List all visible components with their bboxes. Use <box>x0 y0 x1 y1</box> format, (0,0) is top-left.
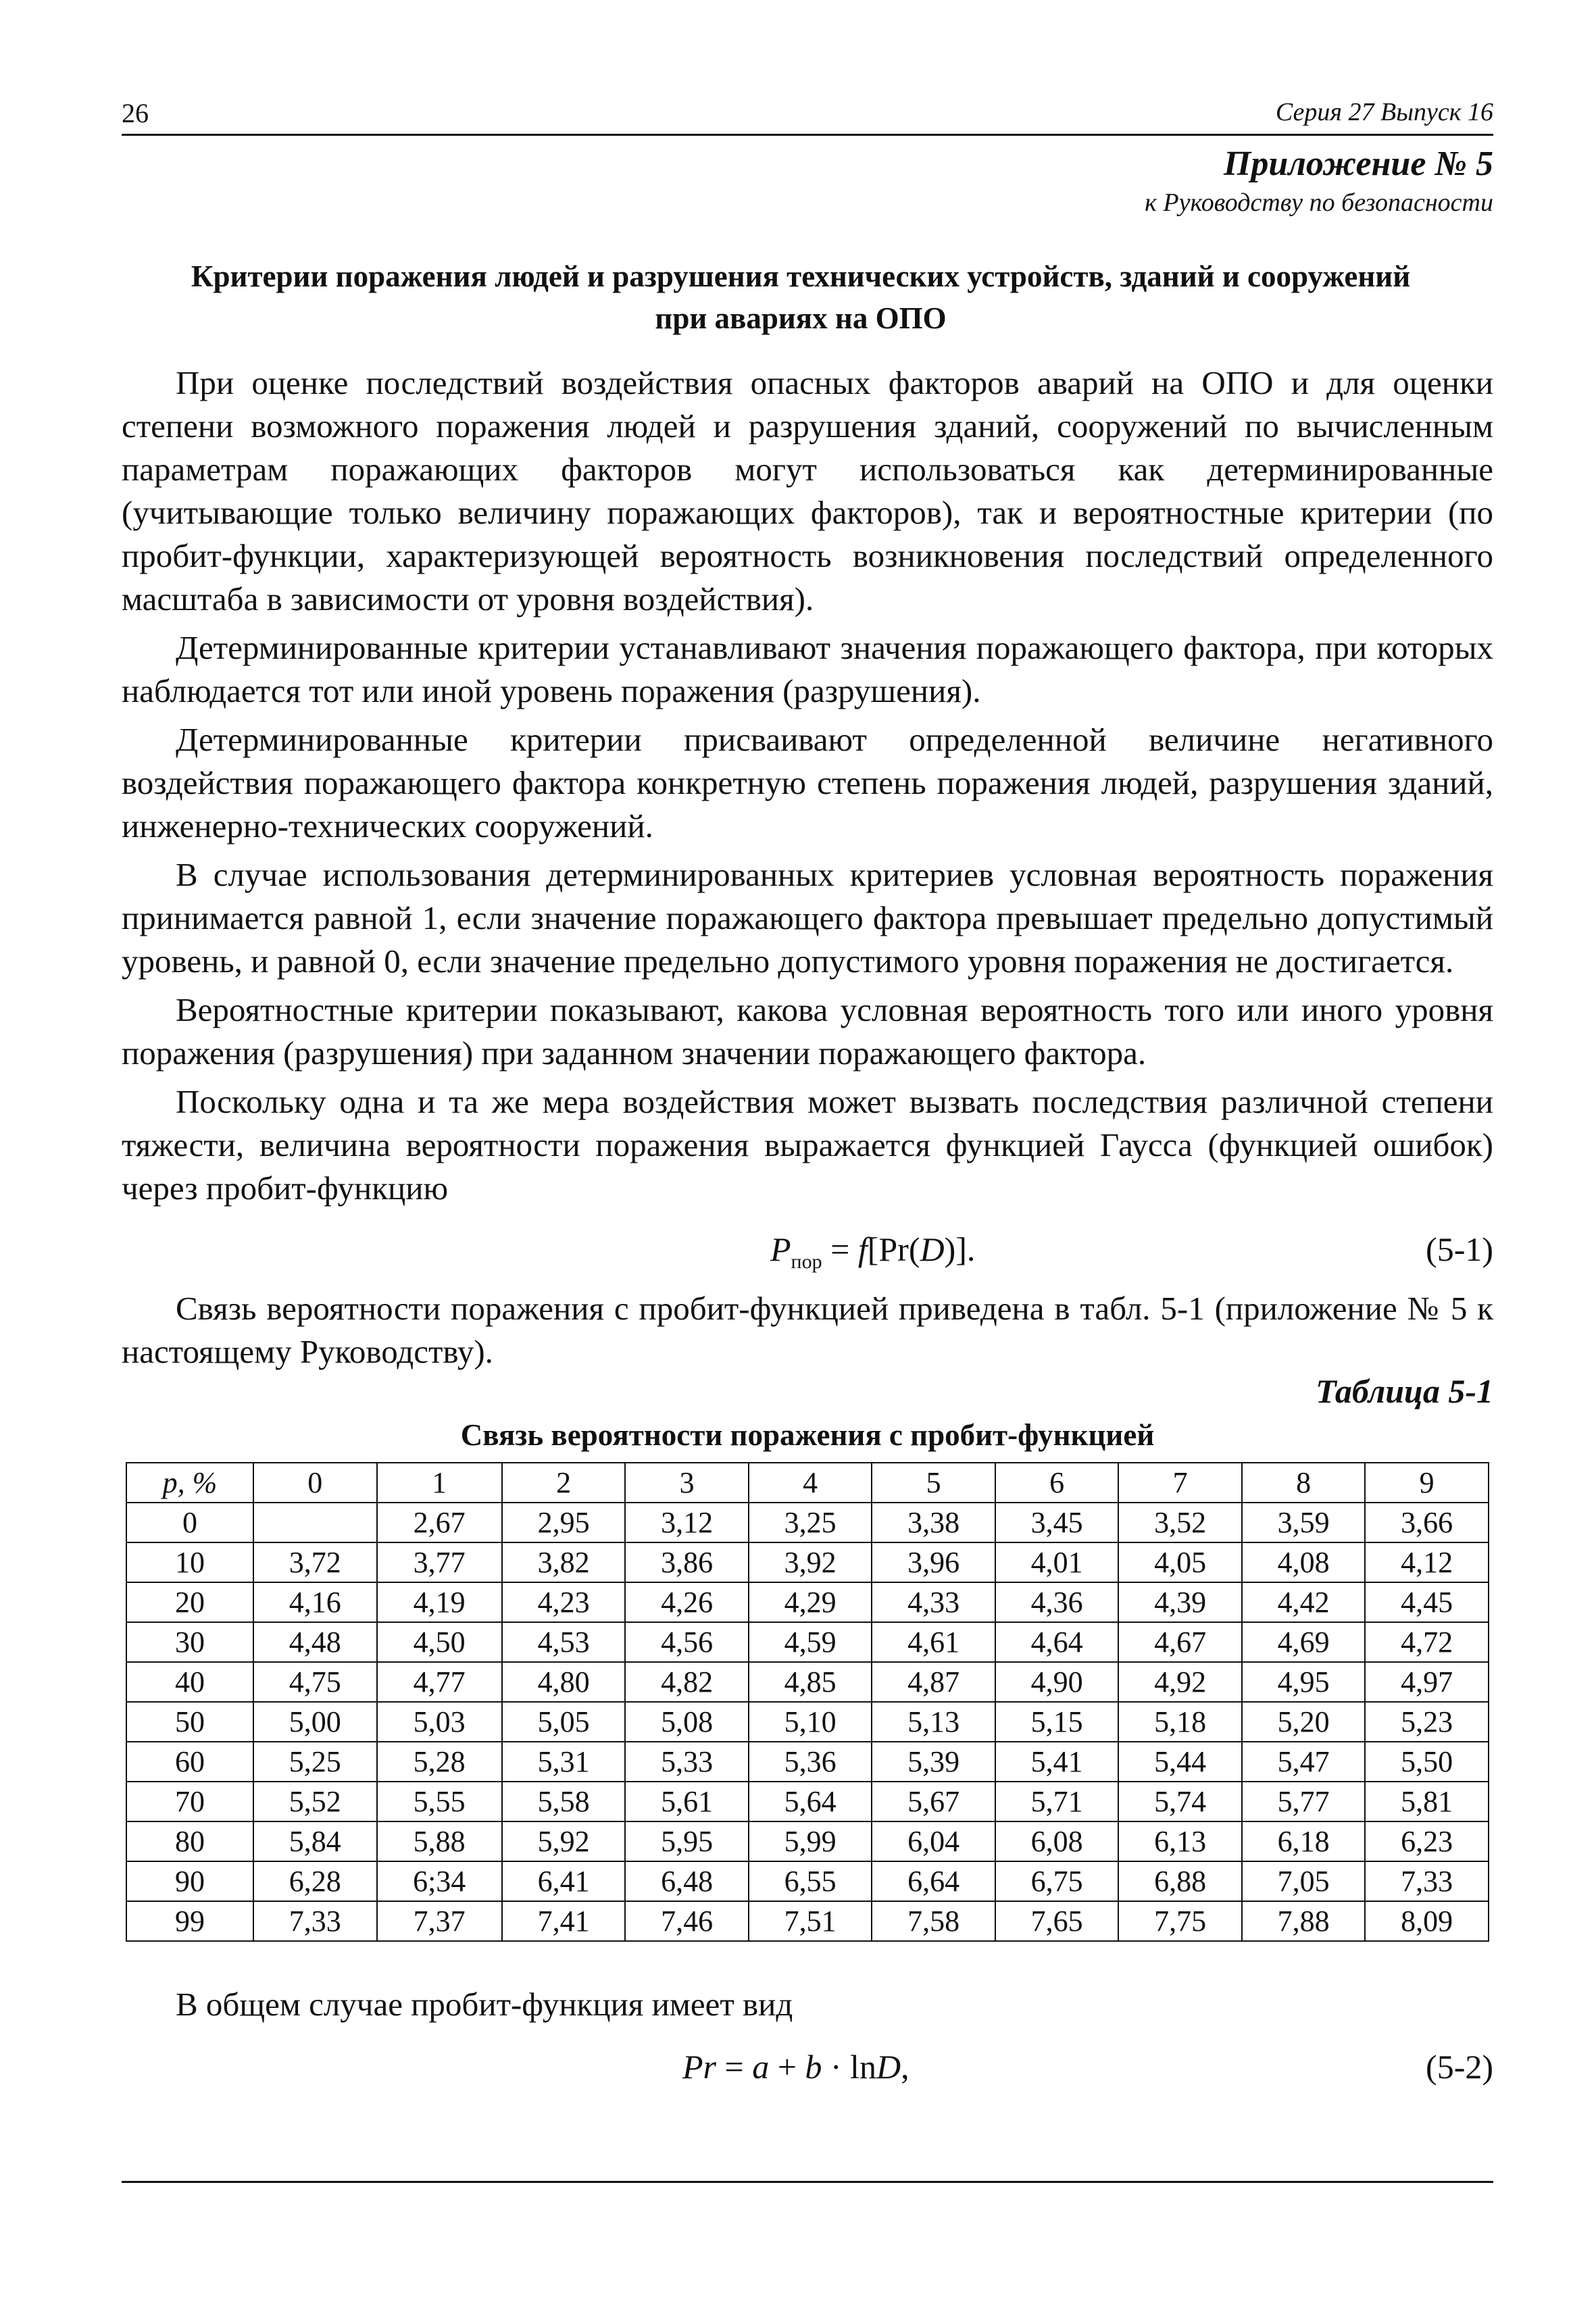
table-cell: 6,28 <box>253 1861 377 1901</box>
table-row-header: 60 <box>126 1742 253 1782</box>
table-cell: 6,04 <box>872 1821 995 1861</box>
table-cell: 5,67 <box>872 1782 995 1821</box>
table-row <box>126 1782 1489 1821</box>
appendix-title: Приложение № 5 <box>1223 145 1493 183</box>
table-row-header: 80 <box>126 1821 253 1861</box>
formula-comma: , <box>901 2048 909 2086</box>
table-cell: 2,67 <box>377 1503 502 1542</box>
formula-symbol-d: D <box>876 2048 901 2086</box>
table-cell: 6,18 <box>1242 1821 1366 1861</box>
table-cell: 5,13 <box>872 1702 995 1742</box>
table-cell: 3,82 <box>502 1542 626 1582</box>
table-cell: 3,96 <box>872 1542 995 1582</box>
table-cell: 4,42 <box>1242 1582 1366 1622</box>
table-cell: 4,92 <box>1118 1662 1242 1702</box>
table-cell: 4,72 <box>1365 1622 1489 1662</box>
table-cell: 4,67 <box>1118 1622 1242 1662</box>
table-row <box>126 1742 1489 1782</box>
table-cell: 8,09 <box>1365 1901 1489 1941</box>
table-cell: 4,12 <box>1365 1542 1489 1582</box>
paragraph: При оценке последствий воздействия опасных факторов аварий на ОПО и для оценки степени возможного поражения людей и разрушения зданий, сооружений по вычисленным параметрам поражающих факторов могут использоваться как детерминированные (учитывающие только величину поражающих факторов), так и вероятностные критерии (по пробит-функции, характеризующей вероятность возникновения последствий определенного масштаба в зависимости от уровня воздействия). <box>122 364 1493 618</box>
table-cell: 4,90 <box>995 1662 1119 1702</box>
table-row-header: 90 <box>126 1861 253 1901</box>
table-cell: 3,66 <box>1365 1503 1489 1542</box>
table-cell: 5,50 <box>1365 1742 1489 1782</box>
table-cell: 4,61 <box>872 1622 995 1662</box>
table-row-header: 10 <box>126 1542 253 1582</box>
table-column-header: 3 <box>625 1463 749 1503</box>
appendix-subtitle: к Руководству по безопасности <box>1145 188 1493 217</box>
table-cell: 5,23 <box>1365 1702 1489 1742</box>
table-column-header: 8 <box>1242 1463 1366 1503</box>
table-cell: 7,46 <box>625 1901 749 1941</box>
table-cell: 4,80 <box>502 1662 626 1702</box>
table-cell: 6,75 <box>995 1861 1119 1901</box>
paragraph: Детерминированные критерии устанавливают значения поражающего фактора, при которых наблюдается тот или иной уровень поражения (разрушения). <box>122 629 1493 709</box>
footer-rule <box>122 2181 1493 2183</box>
series-label: Серия 27 Выпуск 16 <box>1275 98 1493 126</box>
table-cell: 6,41 <box>502 1861 626 1901</box>
formula-5-1 <box>122 1230 1493 1277</box>
page-title-line-1: Критерии поражения людей и разрушения технических устройств, зданий и сооружений <box>191 259 1411 293</box>
formula-symbol-b: b <box>805 2048 822 2086</box>
paragraph: Детерминированные критерии присваивают определенной величине негативного воздействия поражающего фактора конкретную степень поражения людей, разрушения зданий, инженерно-технических сооружений. <box>122 721 1493 845</box>
table-cell: 7,88 <box>1242 1901 1366 1941</box>
table-cell: 5,36 <box>749 1742 872 1782</box>
table-cell: 3,86 <box>625 1542 749 1582</box>
table-cell: 5,25 <box>253 1742 377 1782</box>
table-cell: 5,64 <box>749 1782 872 1821</box>
table-cell: 5,47 <box>1242 1742 1366 1782</box>
table-cell: 4,56 <box>625 1622 749 1662</box>
table-row-header: 30 <box>126 1622 253 1662</box>
formula-subscript: пор <box>791 1251 822 1273</box>
table-cell: 4,77 <box>377 1662 502 1702</box>
table-row <box>126 1542 1489 1582</box>
table-cell: 5,00 <box>253 1702 377 1742</box>
formula-number: (5-2) <box>1426 2048 1493 2086</box>
table-cell: 5,18 <box>1118 1702 1242 1742</box>
page-title-line-2: при авариях на ОПО <box>655 301 947 335</box>
formula-equals: = <box>716 2048 753 2086</box>
table-row <box>126 1582 1489 1622</box>
table-cell: 5,05 <box>502 1702 626 1742</box>
table-cell: 5,20 <box>1242 1702 1366 1742</box>
table-row-header: 50 <box>126 1702 253 1742</box>
table-cell: 5,52 <box>253 1782 377 1821</box>
formula-plus: + <box>769 2048 805 2086</box>
table-cell: 4,16 <box>253 1582 377 1622</box>
table-cell: 5,92 <box>502 1821 626 1861</box>
formula-open: [Pr( <box>867 1230 920 1268</box>
probit-table <box>126 1462 1489 1942</box>
formula-number: (5-1) <box>1426 1230 1493 1268</box>
table-column-header: 0 <box>253 1463 377 1503</box>
formula-equals: = <box>822 1230 858 1268</box>
table-cell: 4,75 <box>253 1662 377 1702</box>
table-cell: 5,55 <box>377 1782 502 1821</box>
general-case-text: В общем случае пробит-функция имеет вид <box>176 1986 793 2023</box>
table-cell: 3,59 <box>1242 1503 1366 1542</box>
formula-symbol-f: f <box>857 1230 868 1268</box>
table-cell: 5,77 <box>1242 1782 1366 1821</box>
table-cell: 6,08 <box>995 1821 1119 1861</box>
table-cell: 5,31 <box>502 1742 626 1782</box>
table-cell: 4,50 <box>377 1622 502 1662</box>
table-cell: 6;34 <box>377 1861 502 1901</box>
formula-5-2 <box>122 2047 1493 2094</box>
table-cell: 4,05 <box>1118 1542 1242 1582</box>
table-cell: 6,23 <box>1365 1821 1489 1861</box>
table-column-header: 5 <box>872 1463 995 1503</box>
table-cell: 5,84 <box>253 1821 377 1861</box>
table-row <box>126 1901 1489 1941</box>
table-cell: 5,74 <box>1118 1782 1242 1821</box>
table-cell: 7,37 <box>377 1901 502 1941</box>
table-cell: 4,19 <box>377 1582 502 1622</box>
table-cell: 7,41 <box>502 1901 626 1941</box>
table-cell: 5,99 <box>749 1821 872 1861</box>
table-row-header: 40 <box>126 1662 253 1702</box>
table-cell: 4,29 <box>749 1582 872 1622</box>
table-cell: 4,48 <box>253 1622 377 1662</box>
table-cell: 4,82 <box>625 1662 749 1702</box>
table-cell: 6,48 <box>625 1861 749 1901</box>
table-row-header: 0 <box>126 1503 253 1542</box>
table-cell: 5,41 <box>995 1742 1119 1782</box>
table-column-header: 2 <box>502 1463 626 1503</box>
table-cell: 6,55 <box>749 1861 872 1901</box>
table-cell: 5,10 <box>749 1702 872 1742</box>
table-cell: 4,85 <box>749 1662 872 1702</box>
table-cell: 2,95 <box>502 1503 626 1542</box>
table-cell: 4,64 <box>995 1622 1119 1662</box>
table-row-header: 70 <box>126 1782 253 1821</box>
table-title: Связь вероятности поражения с пробит-функцией <box>460 1418 1155 1452</box>
table-row <box>126 1503 1489 1542</box>
formula-symbol-d: D <box>920 1230 945 1268</box>
table-cell: 5,95 <box>625 1821 749 1861</box>
table-row <box>126 1861 1489 1901</box>
table-corner-header: p, % <box>126 1463 253 1503</box>
table-cell: 3,25 <box>749 1503 872 1542</box>
table-row <box>126 1662 1489 1702</box>
appendix-heading <box>1145 143 1493 220</box>
body-text-after-formula <box>122 1287 1493 1379</box>
paragraph: Поскольку одна и та же мера воздействия может вызвать последствия различной степени тяжести, величина вероятности поражения выражается функцией Гаусса (функцией ошибок) через пробит-функцию <box>122 1083 1493 1207</box>
table-caption: Таблица 5-1 <box>1316 1372 1493 1410</box>
table-cell: 7,51 <box>749 1901 872 1941</box>
table-cell: 5,15 <box>995 1702 1119 1742</box>
table-row <box>126 1821 1489 1861</box>
table-cell: 3,38 <box>872 1503 995 1542</box>
formula-expression <box>682 2047 909 2086</box>
formula-symbol-pr: Pr <box>682 2048 716 2086</box>
table-cell: 4,53 <box>502 1622 626 1662</box>
table-cell: 7,65 <box>995 1901 1119 1941</box>
table-cell: 4,08 <box>1242 1542 1366 1582</box>
formula-close: )]. <box>944 1230 976 1268</box>
table-cell: 3,92 <box>749 1542 872 1582</box>
page-number: 26 <box>122 98 149 128</box>
table-cell: 3,77 <box>377 1542 502 1582</box>
table-row-header: 99 <box>126 1901 253 1941</box>
table-cell <box>253 1503 377 1542</box>
table-cell: 5,61 <box>625 1782 749 1821</box>
paragraph: Вероятностные критерии показывают, какова условная вероятность того или иного уровня поражения (разрушения) при заданном значении поражающего фактора. <box>122 991 1493 1072</box>
table-cell: 4,95 <box>1242 1662 1366 1702</box>
table-cell: 7,33 <box>253 1901 377 1941</box>
table-cell: 5,44 <box>1118 1742 1242 1782</box>
formula-ln: · ln <box>822 2048 876 2086</box>
table-cell: 5,03 <box>377 1702 502 1742</box>
table-cell: 5,28 <box>377 1742 502 1782</box>
table-cell: 5,88 <box>377 1821 502 1861</box>
table-cell: 5,81 <box>1365 1782 1489 1821</box>
table-cell: 7,58 <box>872 1901 995 1941</box>
formula-symbol-a: a <box>752 2048 770 2086</box>
table-column-header: 7 <box>1118 1463 1242 1503</box>
table-row-header: 20 <box>126 1582 253 1622</box>
table-cell: 5,33 <box>625 1742 749 1782</box>
table-cell: 5,08 <box>625 1702 749 1742</box>
table-cell: 4,36 <box>995 1582 1119 1622</box>
table-cell: 4,23 <box>502 1582 626 1622</box>
table-cell: 4,97 <box>1365 1662 1489 1702</box>
table-cell: 4,33 <box>872 1582 995 1622</box>
table-cell: 5,71 <box>995 1782 1119 1821</box>
body-text <box>122 361 1493 1215</box>
table-row <box>126 1622 1489 1662</box>
table-cell: 6,88 <box>1118 1861 1242 1901</box>
table-cell: 7,75 <box>1118 1901 1242 1941</box>
table-cell: 3,12 <box>625 1503 749 1542</box>
formula-symbol-p: P <box>770 1230 791 1268</box>
table-column-header: 1 <box>377 1463 502 1503</box>
table-cell: 3,72 <box>253 1542 377 1582</box>
table-column-header: 4 <box>749 1463 872 1503</box>
formula-expression <box>770 1230 975 1274</box>
table-cell: 4,26 <box>625 1582 749 1622</box>
table-cell: 4,59 <box>749 1622 872 1662</box>
table-cell: 5,58 <box>502 1782 626 1821</box>
running-header <box>122 96 1493 136</box>
table-row <box>126 1702 1489 1742</box>
table-cell: 6,64 <box>872 1861 995 1901</box>
table-cell: 3,45 <box>995 1503 1119 1542</box>
table-cell: 4,69 <box>1242 1622 1366 1662</box>
table-cell: 3,52 <box>1118 1503 1242 1542</box>
table-cell: 4,39 <box>1118 1582 1242 1622</box>
table-cell: 4,87 <box>872 1662 995 1702</box>
page-title <box>115 255 1487 339</box>
table-column-header: 6 <box>995 1463 1119 1503</box>
table-column-header: 9 <box>1365 1463 1489 1503</box>
table-cell: 5,39 <box>872 1742 995 1782</box>
table-header-row <box>126 1463 1489 1503</box>
paragraph: В случае использования детерминированных критериев условная вероятность поражения принимается равной 1, если значение поражающего фактора превышает предельно допустимый уровень, и равной 0, если значение предельно допустимого уровня поражения не достигается. <box>122 856 1493 980</box>
paragraph: Связь вероятности поражения с пробит-функцией приведена в табл. 5-1 (приложение № 5 к настоящему Руководству). <box>122 1290 1493 1370</box>
table-cell: 4,01 <box>995 1542 1119 1582</box>
table-cell: 7,05 <box>1242 1861 1366 1901</box>
table-cell: 4,45 <box>1365 1582 1489 1622</box>
table-cell: 7,33 <box>1365 1861 1489 1901</box>
table-cell: 6,13 <box>1118 1821 1242 1861</box>
